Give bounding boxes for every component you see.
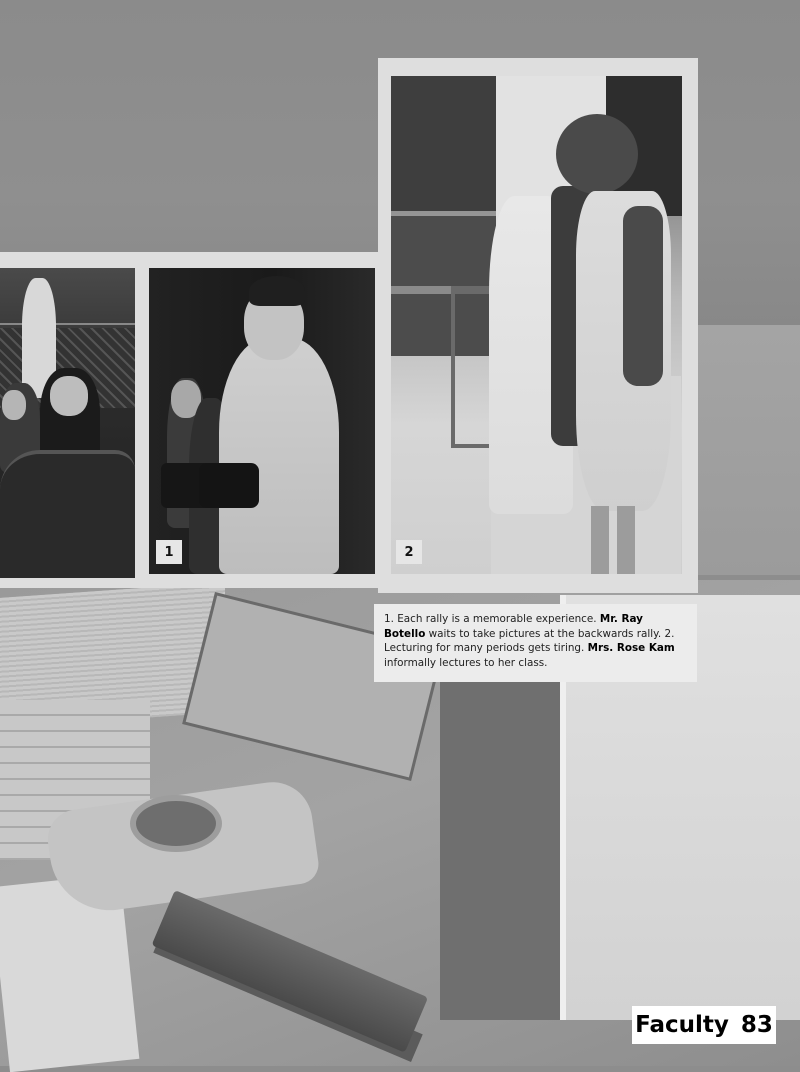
caption-name-2: Mrs. Rose Kam [587, 642, 675, 654]
photo-2-image [391, 76, 682, 574]
section-title: Faculty [635, 1012, 729, 1038]
caption-name-1: Mr. Ray Botello [384, 613, 643, 640]
photo-caption [374, 604, 697, 682]
tape-roll [130, 795, 222, 852]
photo-1-number: 1 [156, 540, 182, 564]
caption-text-1: 1. Each rally is a memorable experience. [384, 613, 600, 625]
page-folio [632, 1006, 776, 1044]
caption-text-2: waits to take pictures at the backwards rally. 2. Lecturing for many periods gets tiring. [384, 627, 675, 654]
caption-text-3: informally lectures to her class. [384, 656, 548, 669]
page-number: 83 [740, 1012, 773, 1038]
photo-2-number: 2 [396, 540, 422, 564]
background-step [695, 325, 800, 575]
car [0, 450, 135, 578]
photo-1-image [149, 268, 375, 574]
box-shadow [440, 680, 565, 1020]
